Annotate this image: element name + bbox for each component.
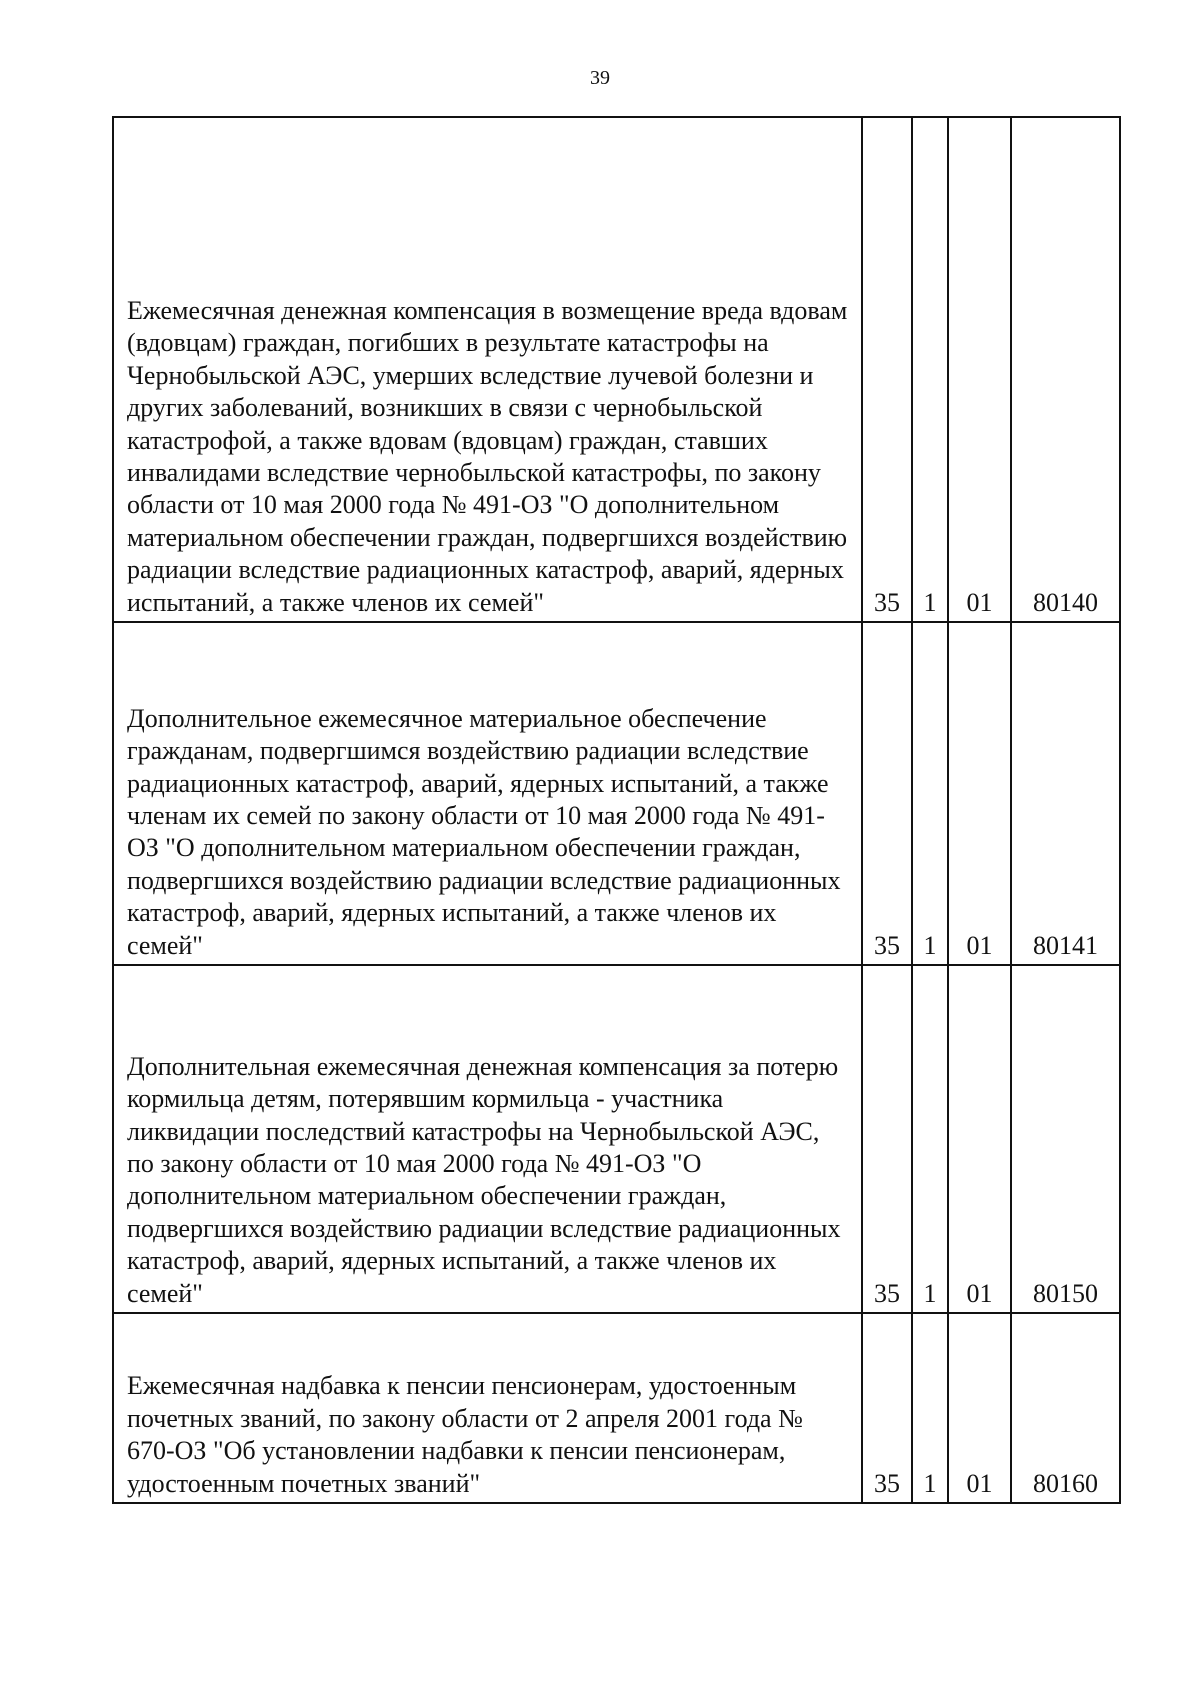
row-code-1: 35 — [862, 622, 912, 965]
table-row — [113, 117, 1120, 622]
page-number: 39 — [590, 67, 610, 89]
row-description: Дополнительное ежемесячное материальное обеспечение гражданам, подвергшимся воздействию радиации вследствие радиационных катастроф, аварий, ядерных испытаний, а также членам их семей по закону области от 10 мая 2000 года № 491-ОЗ "О дополнительном материальном обеспечении граждан, подвергшихся воздействию радиации вследствие радиационных катастроф, аварий, ядерных испытаний, а также членов их семей" — [113, 622, 862, 965]
row-code-4: 80140 — [1011, 117, 1120, 622]
row-code-1: 35 — [862, 1313, 912, 1503]
row-description: Дополнительная ежемесячная денежная компенсация за потерю кормильца детям, потерявшим кормильца - участника ликвидации последствий катастрофы на Чернобыльской АЭС, по закону области от 10 мая 2000 года № 491-ОЗ "О дополнительном материальном обеспечении граждан, подвергшихся воздействию радиации вследствие радиационных катастроф, аварий, ядерных испытаний, а также членов их семей" — [113, 965, 862, 1313]
row-code-3: 01 — [948, 965, 1011, 1313]
row-code-2: 1 — [912, 622, 948, 965]
row-code-3: 01 — [948, 117, 1011, 622]
row-code-2: 1 — [912, 1313, 948, 1503]
row-code-2: 1 — [912, 117, 948, 622]
row-code-3: 01 — [948, 1313, 1011, 1503]
row-code-1: 35 — [862, 965, 912, 1313]
row-description: Ежемесячная надбавка к пенсии пенсионерам, удостоенным почетных званий, по закону области от 2 апреля 2001 года № 670-ОЗ "Об установлении надбавки к пенсии пенсионерам, удостоенным почетных званий" — [113, 1313, 862, 1503]
row-code-2: 1 — [912, 965, 948, 1313]
row-code-1: 35 — [862, 117, 912, 622]
row-code-3: 01 — [948, 622, 1011, 965]
table-row — [113, 622, 1120, 965]
row-code-4: 80141 — [1011, 622, 1120, 965]
row-description: Ежемесячная денежная компенсация в возмещение вреда вдовам (вдовцам) граждан, погибших в результате катастрофы на Чернобыльской АЭС, умерших вследствие лучевой болезни и других заболеваний, возникших в связи с чернобыльской катастрофой, а также вдовам (вдовцам) граждан, ставших инвалидами вследствие чернобыльской катастрофы, по закону области от 10 мая 2000 года № 491-ОЗ "О дополнительном материальном обеспечении граждан, подвергшихся воздействию радиации вследствие радиационных катастроф, аварий, ядерных испытаний, а также членов их семей" — [113, 117, 862, 622]
row-code-4: 80150 — [1011, 965, 1120, 1313]
row-code-4: 80160 — [1011, 1313, 1120, 1503]
table-row — [113, 965, 1120, 1313]
table-row — [113, 1313, 1120, 1503]
budget-table — [112, 116, 1121, 1504]
